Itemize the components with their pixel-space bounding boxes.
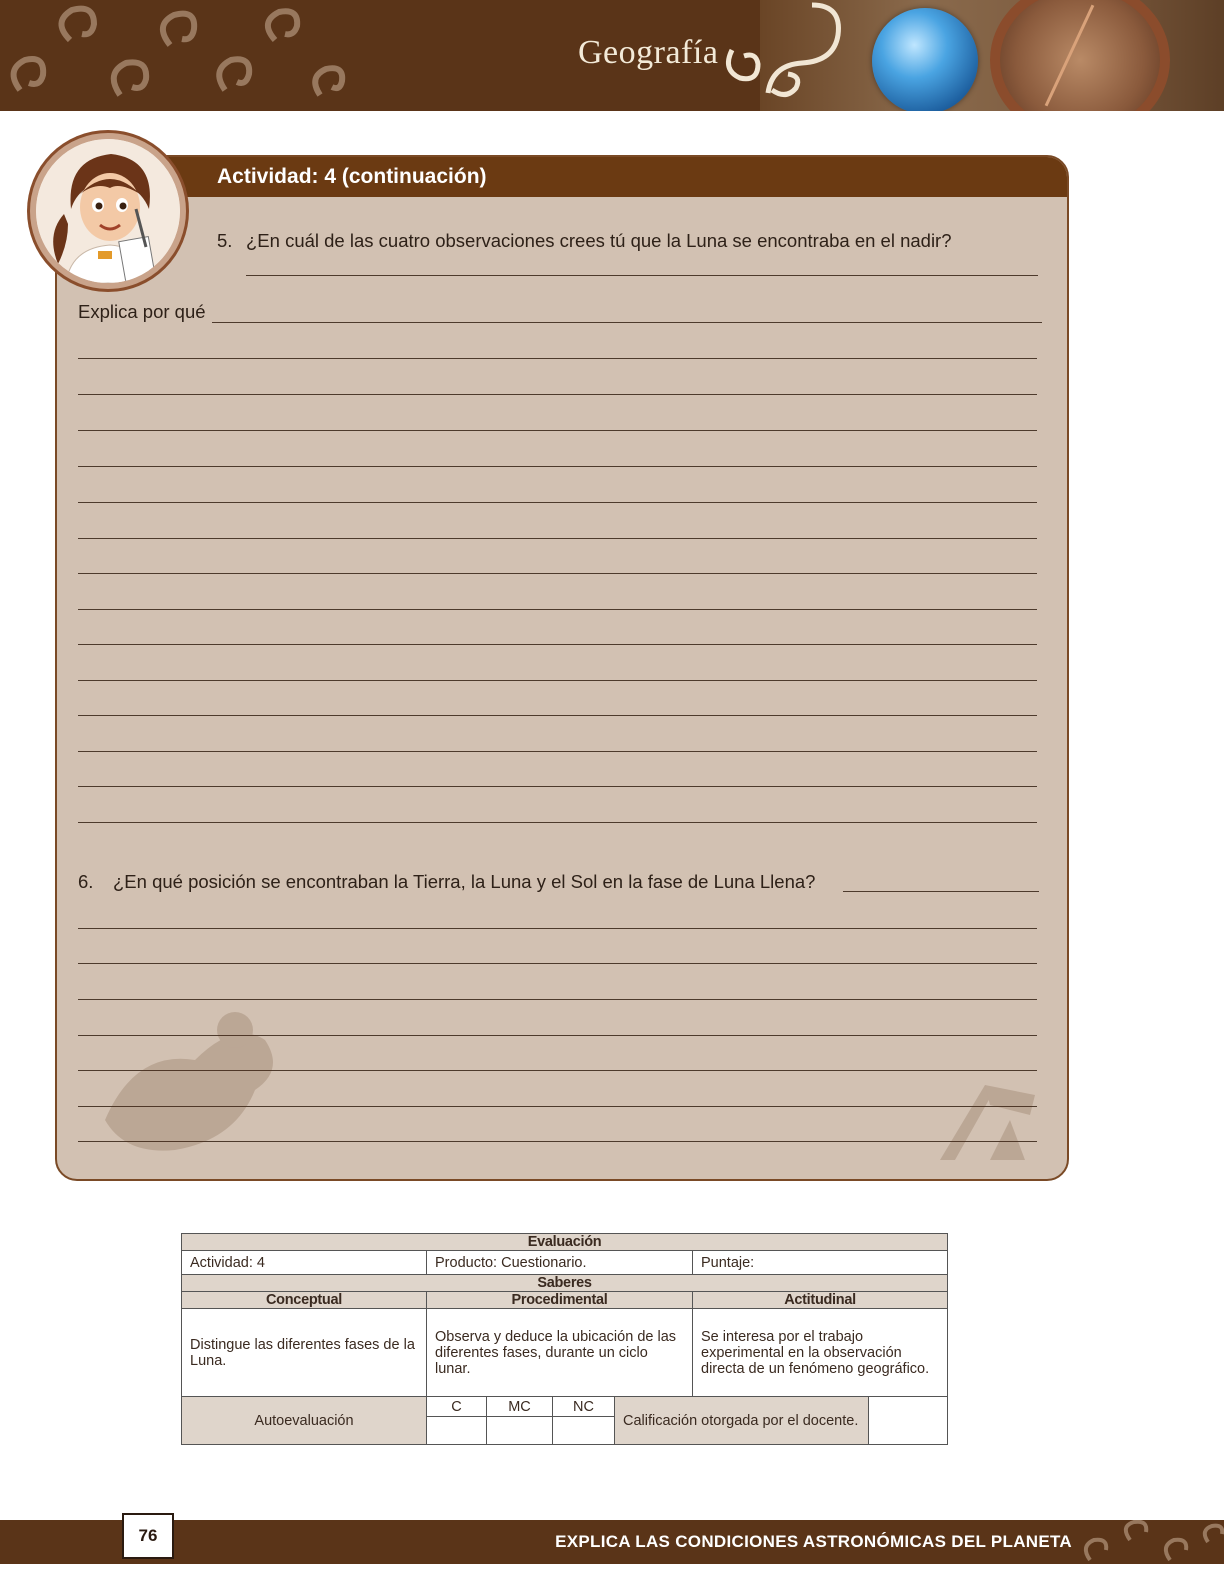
footer-title: EXPLICA LAS CONDICIONES ASTRONÓMICAS DEL PLANETA <box>555 1532 1072 1551</box>
actitudinal-text: Se interesa por el trabajo experimental en la observación directa de un fenómeno geográfico. <box>693 1309 948 1397</box>
mc-input-cell[interactable] <box>487 1417 553 1445</box>
nc-input-cell[interactable] <box>553 1417 615 1445</box>
answer-line[interactable] <box>78 786 1037 787</box>
grade-label: Calificación otorgada por el docente. <box>615 1397 869 1445</box>
evaluation-score: Puntaje: <box>693 1251 948 1275</box>
answer-line[interactable] <box>78 715 1037 716</box>
answer-line[interactable] <box>78 751 1037 752</box>
answer-line[interactable] <box>78 573 1037 574</box>
evaluation-activity: Actividad: 4 <box>182 1251 427 1275</box>
evaluation-product: Producto: Cuestionario. <box>427 1251 693 1275</box>
c-input-cell[interactable] <box>427 1417 487 1445</box>
nc-header: NC <box>553 1397 615 1417</box>
explain-label: Explica por qué <box>78 301 206 322</box>
question-number: 5. <box>217 230 233 251</box>
evaluation-title: Evaluación <box>182 1234 948 1251</box>
actitudinal-header: Actitudinal <box>693 1292 948 1309</box>
answer-line[interactable] <box>843 891 1039 892</box>
grade-input-cell[interactable] <box>869 1397 948 1445</box>
answer-line[interactable] <box>78 680 1037 681</box>
answer-line[interactable] <box>78 609 1037 610</box>
question-6-text: ¿En qué posición se encontraban la Tierra, la Luna y el Sol en la fase de Luna Llena? <box>113 871 816 892</box>
answer-line[interactable] <box>78 394 1037 395</box>
answer-line[interactable] <box>246 275 1038 276</box>
globe-icon <box>872 8 978 111</box>
c-header: C <box>427 1397 487 1417</box>
mc-header: MC <box>487 1397 553 1417</box>
answer-line[interactable] <box>78 430 1037 431</box>
header-banner <box>0 0 1224 111</box>
subject-title: Geografía <box>578 34 719 71</box>
evaluation-table <box>181 1233 948 1445</box>
activity-title: Actividad: 4 (continuación) <box>217 165 487 188</box>
conceptual-header: Conceptual <box>182 1292 427 1309</box>
procedimental-header: Procedimental <box>427 1292 693 1309</box>
watermark-telescope-icon <box>930 1075 1040 1160</box>
saberes-header: Saberes <box>182 1275 948 1292</box>
answer-line[interactable] <box>78 502 1037 503</box>
swirl-ornament-icon <box>0 0 360 111</box>
question-5-text: ¿En cuál de las cuatro observaciones crees tú que la Luna se encontraba en el nadir? <box>246 230 952 251</box>
swirl-ornament-icon <box>1070 1520 1224 1564</box>
answer-line[interactable] <box>78 644 1037 645</box>
answer-line[interactable] <box>78 928 1037 929</box>
compass-icon <box>990 0 1170 111</box>
activity-title-bar <box>57 157 1067 197</box>
answer-line[interactable] <box>78 466 1037 467</box>
answer-line[interactable] <box>78 358 1037 359</box>
answer-line[interactable] <box>78 538 1037 539</box>
answer-line[interactable] <box>212 322 1042 323</box>
conceptual-text: Distingue las diferentes fases de la Luna. <box>182 1309 427 1397</box>
autoevaluacion-label: Autoevaluación <box>182 1397 427 1445</box>
answer-line[interactable] <box>78 963 1037 964</box>
question-number: 6. <box>78 871 94 892</box>
answer-line[interactable] <box>78 822 1037 823</box>
procedimental-text: Observa y deduce la ubicación de las diferentes fases, durante un ciclo lunar. <box>427 1309 693 1397</box>
swirl-ornament-icon <box>712 0 852 111</box>
watermark-illustration-icon <box>85 1000 295 1160</box>
page-number: 76 <box>122 1513 174 1559</box>
student-avatar <box>30 133 186 289</box>
